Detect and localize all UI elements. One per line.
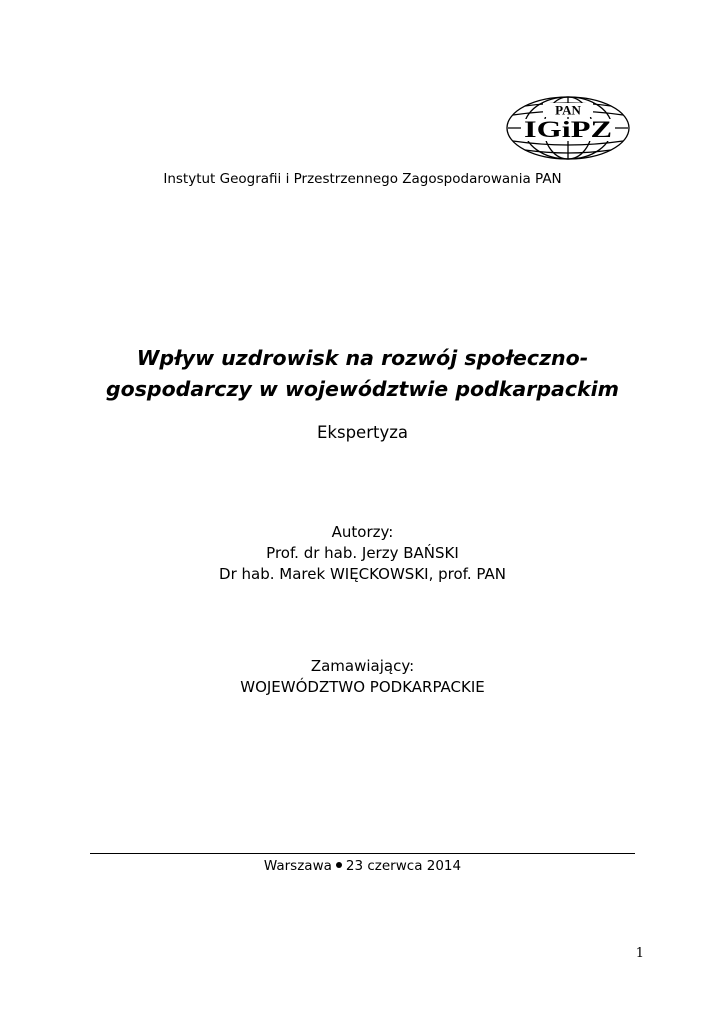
document-subtitle: Ekspertyza [317, 423, 408, 442]
page-number: 1 [635, 946, 644, 961]
institute-logo [505, 94, 631, 162]
globe-logo-icon [505, 94, 631, 162]
footer-date: 23 czerwca 2014 [345, 858, 462, 874]
logo-main-text: IGiPZ [524, 117, 612, 142]
logo-pan-text: PAN [555, 102, 581, 118]
client-label: Zamawiający: [310, 657, 415, 675]
footer-divider [90, 853, 635, 854]
author-name: Dr hab. Marek WIĘCKOWSKI, prof. PAN [219, 565, 506, 583]
client-section [0, 656, 725, 698]
title-line-2: gospodarczy w województwie podkarpackim [105, 377, 620, 401]
authors-section [0, 522, 725, 585]
client-name: WOJEWÓDZTWO PODKARPACKIE [240, 678, 485, 696]
title-line-1: Wpływ uzdrowisk na rozwój społeczno- [136, 346, 589, 370]
bullet-separator [336, 862, 342, 868]
footer-place: Warszawa [263, 858, 332, 874]
footer-place-date [0, 857, 725, 875]
institute-name: Instytut Geografii i Przestrzennego Zagospodarowania PAN [163, 171, 562, 187]
authors-label: Autorzy: [331, 523, 394, 541]
document-title [60, 343, 665, 405]
author-name: Prof. dr hab. Jerzy BAŃSKI [266, 544, 459, 562]
